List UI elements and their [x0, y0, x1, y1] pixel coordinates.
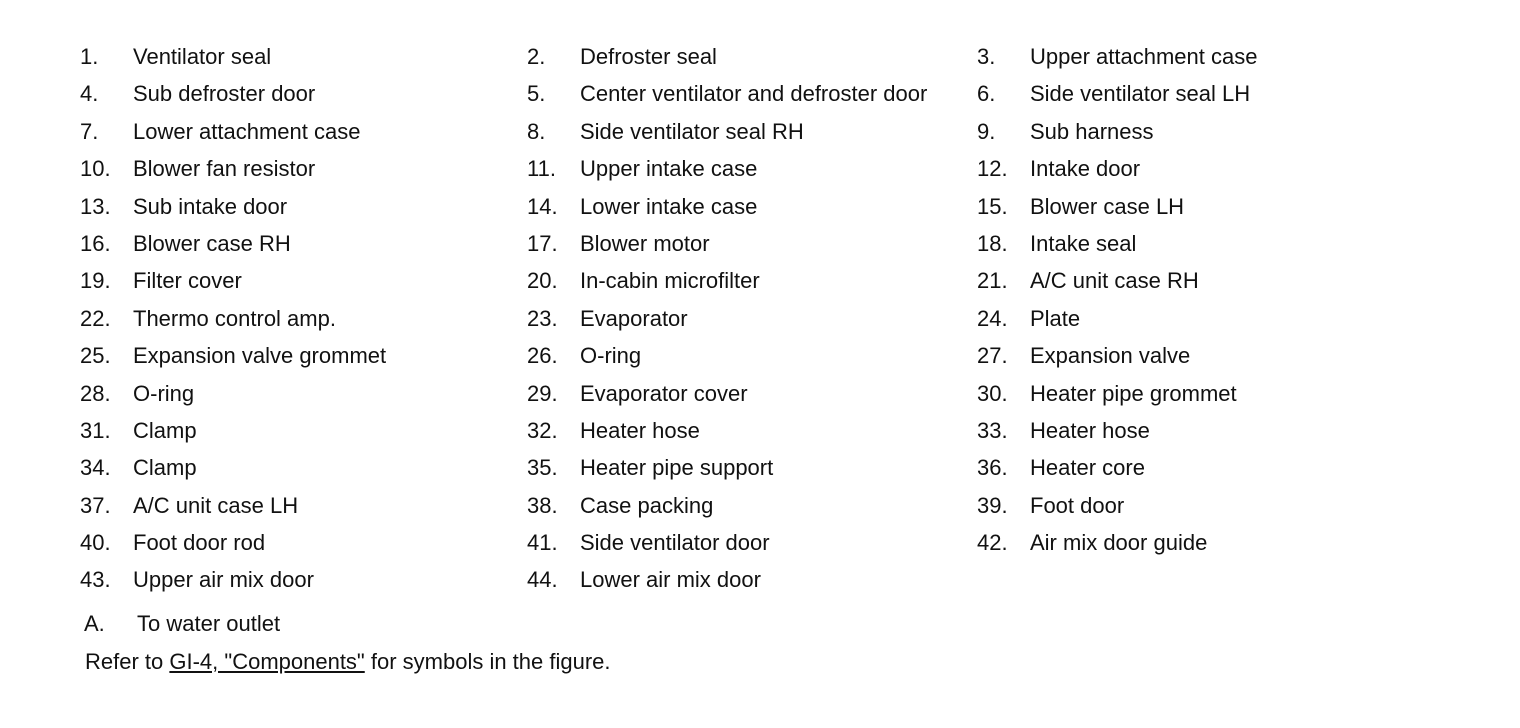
- part-label: Foot door: [1030, 492, 1125, 518]
- part-label: Upper intake case: [580, 156, 758, 182]
- part-item: [527, 38, 977, 75]
- part-item: [80, 225, 527, 262]
- part-number: 13.: [80, 193, 111, 219]
- part-item: [80, 150, 527, 187]
- part-label: Foot door rod: [133, 530, 266, 556]
- part-label: Lower intake case: [580, 193, 758, 219]
- part-label: Heater hose: [1030, 417, 1150, 443]
- part-label: Heater pipe grommet: [1030, 380, 1237, 406]
- part-item: [527, 75, 977, 112]
- part-number: 19.: [80, 268, 111, 294]
- part-item: [527, 449, 977, 486]
- part-item: [80, 561, 527, 598]
- part-number: 7.: [80, 118, 99, 144]
- part-number: 23.: [527, 305, 558, 331]
- part-number: 6.: [977, 81, 996, 107]
- part-item: [527, 487, 977, 524]
- part-label: In-cabin microfilter: [580, 268, 760, 294]
- part-item: [527, 412, 977, 449]
- part-number: 44.: [527, 567, 558, 593]
- part-number: 27.: [977, 343, 1008, 369]
- part-number: 32.: [527, 417, 558, 443]
- part-label: Intake door: [1030, 156, 1141, 182]
- part-number: 30.: [977, 380, 1008, 406]
- part-number: 4.: [80, 81, 99, 107]
- part-number: 40.: [80, 530, 111, 556]
- part-number: 33.: [977, 417, 1008, 443]
- part-number: 41.: [527, 530, 558, 556]
- part-item: [977, 150, 1480, 187]
- part-label: Plate: [1030, 305, 1081, 331]
- part-label: Lower attachment case: [133, 118, 361, 144]
- parts-list: [80, 38, 1480, 599]
- part-label: Blower fan resistor: [133, 156, 316, 182]
- part-number: 3.: [977, 44, 996, 69]
- part-label: O-ring: [580, 343, 642, 369]
- part-item: [80, 262, 527, 299]
- part-number: 11.: [527, 156, 556, 182]
- part-item: [80, 524, 527, 561]
- part-label: Blower case RH: [133, 230, 291, 256]
- part-label: Blower case LH: [1030, 193, 1185, 219]
- part-number: 28.: [80, 380, 111, 406]
- part-number: 12.: [977, 156, 1008, 182]
- part-number: 10.: [80, 156, 111, 182]
- part-item: [80, 188, 527, 225]
- part-number: 29.: [527, 380, 558, 406]
- part-label: Blower motor: [580, 230, 710, 256]
- part-label: Side ventilator seal RH: [580, 118, 804, 144]
- part-label: Ventilator seal: [133, 44, 272, 69]
- components-link[interactable]: GI-4, "Components": [169, 649, 365, 674]
- part-number: 1.: [80, 44, 99, 69]
- part-label: Clamp: [133, 417, 197, 443]
- part-item: [527, 337, 977, 374]
- part-label: Side ventilator door: [580, 530, 770, 556]
- part-label: Intake seal: [1030, 230, 1137, 256]
- part-item: [527, 300, 977, 337]
- part-number: 8.: [527, 118, 546, 144]
- reference-prefix: Refer to: [85, 649, 170, 674]
- part-number: 39.: [977, 492, 1008, 518]
- part-label: Sub intake door: [133, 193, 288, 219]
- part-item: [527, 113, 977, 150]
- part-number: 21.: [977, 268, 1008, 294]
- part-item: [977, 375, 1480, 412]
- part-item: [977, 412, 1480, 449]
- reference-line: [85, 645, 611, 679]
- part-number: 22.: [80, 305, 111, 331]
- part-item: [527, 524, 977, 561]
- note-a: [84, 607, 280, 641]
- part-item: [527, 150, 977, 187]
- part-label: Air mix door guide: [1030, 530, 1208, 556]
- part-item: [977, 487, 1480, 524]
- part-item: [977, 300, 1480, 337]
- part-item: [977, 337, 1480, 374]
- note-key: A.: [84, 611, 105, 636]
- part-label: Clamp: [133, 455, 197, 481]
- part-label: Upper attachment case: [1030, 44, 1258, 69]
- part-item: [527, 561, 977, 598]
- note-text: To water outlet: [137, 611, 281, 636]
- part-label: Case packing: [580, 492, 714, 518]
- part-label: A/C unit case RH: [1030, 268, 1199, 294]
- part-number: 43.: [80, 567, 111, 593]
- part-item: [977, 113, 1480, 150]
- part-label: Heater core: [1030, 455, 1145, 481]
- part-item: [80, 375, 527, 412]
- part-item: [80, 300, 527, 337]
- part-label: A/C unit case LH: [133, 492, 299, 518]
- part-number: 5.: [527, 81, 546, 107]
- part-number: 18.: [977, 230, 1008, 256]
- part-item: [977, 75, 1480, 112]
- part-item: [977, 262, 1480, 299]
- part-number: 14.: [527, 193, 558, 219]
- part-number: 16.: [80, 230, 111, 256]
- part-label: Side ventilator seal LH: [1030, 81, 1251, 107]
- part-label: Heater pipe support: [580, 455, 774, 481]
- part-label: Lower air mix door: [580, 567, 761, 593]
- part-label: Center ventilator and defroster door: [580, 81, 928, 107]
- part-number: 31.: [80, 417, 111, 443]
- part-item: [527, 262, 977, 299]
- part-item: [527, 188, 977, 225]
- part-label: Thermo control amp.: [133, 305, 336, 331]
- part-number: 37.: [80, 492, 111, 518]
- part-label: Evaporator: [580, 305, 688, 331]
- part-number: 17.: [527, 230, 558, 256]
- part-item: [80, 113, 527, 150]
- part-number: 20.: [527, 268, 558, 294]
- part-item: [80, 412, 527, 449]
- part-number: 24.: [977, 305, 1008, 331]
- part-number: 34.: [80, 455, 111, 481]
- part-label: Upper air mix door: [133, 567, 314, 593]
- part-number: 42.: [977, 530, 1008, 556]
- part-item: [977, 524, 1480, 561]
- part-label: Expansion valve: [1030, 343, 1191, 369]
- part-item: [977, 225, 1480, 262]
- part-item: [80, 449, 527, 486]
- part-label: Heater hose: [580, 417, 700, 443]
- part-label: Defroster seal: [580, 44, 717, 69]
- part-label: Sub harness: [1030, 118, 1154, 144]
- part-item: [527, 375, 977, 412]
- part-label: Filter cover: [133, 268, 242, 294]
- part-item: [977, 188, 1480, 225]
- part-number: 25.: [80, 343, 111, 369]
- part-label: O-ring: [133, 380, 195, 406]
- part-number: 2.: [527, 44, 546, 69]
- part-number: 35.: [527, 455, 558, 481]
- part-item: [80, 75, 527, 112]
- part-item: [80, 487, 527, 524]
- part-item: [977, 449, 1480, 486]
- part-label: Evaporator cover: [580, 380, 748, 406]
- part-number: 9.: [977, 118, 996, 144]
- part-number: 38.: [527, 492, 558, 518]
- part-number: 36.: [977, 455, 1008, 481]
- part-label: Expansion valve grommet: [133, 343, 387, 369]
- part-number: 26.: [527, 343, 558, 369]
- part-item: [527, 225, 977, 262]
- part-item: [977, 38, 1480, 75]
- part-item: [80, 337, 527, 374]
- part-label: Sub defroster door: [133, 81, 316, 107]
- part-item: [80, 38, 527, 75]
- reference-suffix: for symbols in the figure.: [364, 649, 611, 674]
- part-number: 15.: [977, 193, 1008, 219]
